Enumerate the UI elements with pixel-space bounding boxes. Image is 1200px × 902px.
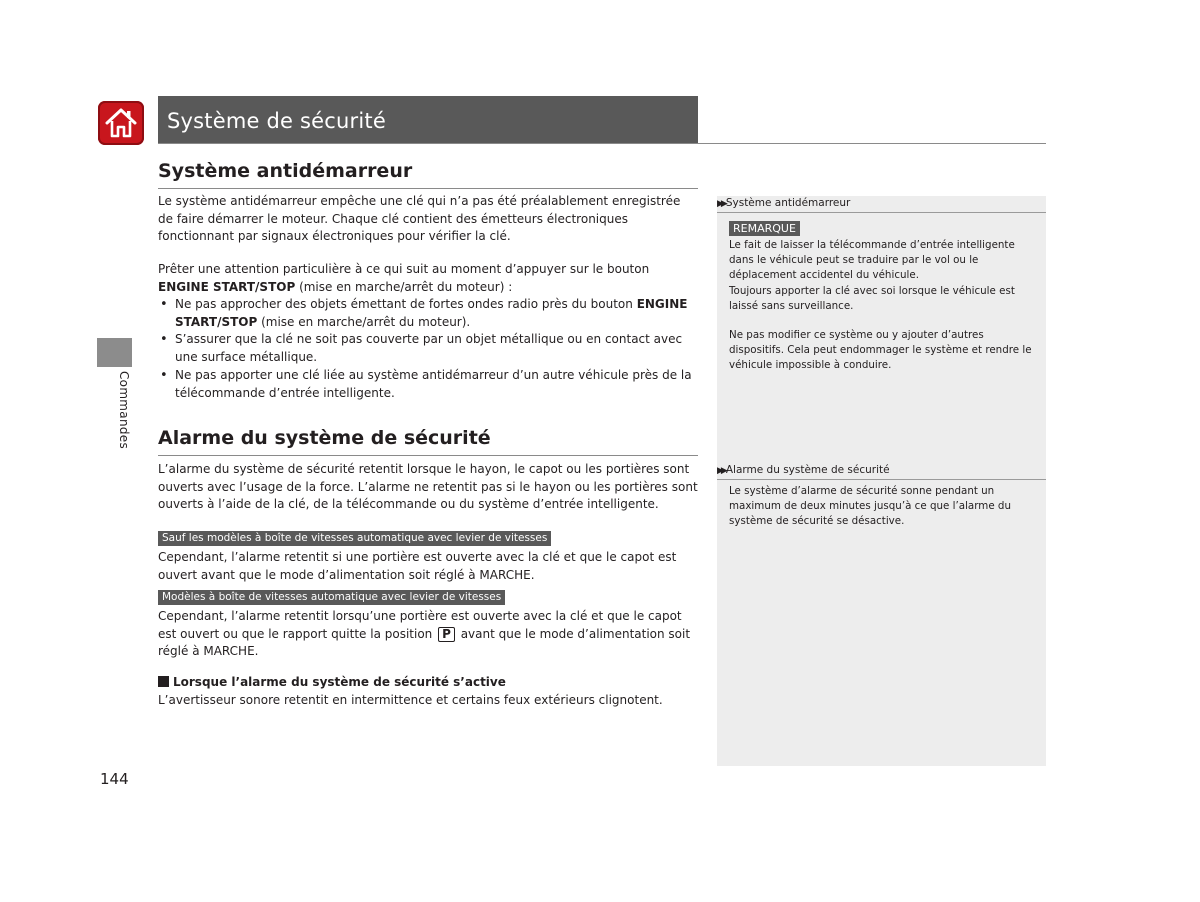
bullet1-bold: ENGINE START/STOP: [175, 297, 688, 329]
alarm-active-text: L’avertisseur sonore retentit en intermittence et certains feux extérieurs clignotent.: [158, 693, 663, 707]
double-arrow-icon: ▶▶: [717, 199, 725, 209]
sidebar-note1-text2: Toujours apporter la clé avec soi lorsque le véhicule est laissé sans surveillance.: [729, 285, 1015, 313]
title-rule: [158, 143, 1046, 144]
chapter-tab-label: Commandes: [117, 371, 131, 450]
sidebar-rule: [717, 212, 1046, 213]
alarm-note-2-post: avant que le mode d’alimentation soit réglé à MARCHE.: [158, 626, 691, 659]
sidebar-heading-alarm-text: Alarme du système de sécurité: [725, 464, 890, 476]
sidebar-note1-text3: Ne pas modifier ce système ou y ajouter d’autres dispositifs. Cela peut endommager le système et rendre le véhicule impossible à conduire.: [729, 329, 1032, 372]
model-tag-non-automatic: Sauf les modèles à boîte de vitesses automatique avec levier de vitesses: [158, 531, 551, 546]
immobilizer-bullets: [158, 296, 698, 402]
model-tag-automatic: Modèles à boîte de vitesses automatique avec levier de vitesses: [158, 590, 505, 605]
attention-text-pre: Prêter une attention particulière à ce qui suit au moment d’appuyer sur le bouton: [158, 262, 650, 276]
section-rule: [158, 455, 698, 456]
alarm-note-1: Cependant, l’alarme retentit si une portière est ouverte avec la clé et que le capot est ouvert avant que le mode d’alimentation soit réglé à MARCHE.: [158, 550, 677, 582]
square-bullet-icon: [158, 676, 169, 687]
alarm-subheading: [158, 674, 698, 692]
sidebar-heading-immobilizer: [717, 198, 850, 209]
page-number: 144: [100, 770, 129, 788]
home-icon: [103, 105, 139, 141]
list-item: [158, 296, 698, 331]
remarque-badge: REMARQUE: [729, 221, 800, 236]
page-title: Système de sécurité: [167, 109, 386, 133]
alarm-subheading-text: Lorsque l’alarme du système de sécurité s’active: [173, 675, 506, 689]
section-heading-alarm: Alarme du système de sécurité: [158, 427, 491, 449]
list-item: • S’assurer que la clé ne soit pas couverte par un objet métallique ou en contact avec une surface métallique.: [158, 331, 698, 366]
bullet1-post: (mise en marche/arrêt du moteur).: [257, 314, 471, 329]
sidebar-heading-immobilizer-text: Système antidémarreur: [725, 197, 851, 209]
immobilizer-intro: Le système antidémarreur empêche une clé qui n’a pas été préalablement enregistrée de faire démarrer le moteur. Chaque clé contient des émetteurs électroniques fonctionnant par signaux électroniques pour vérifier la clé.: [158, 194, 681, 244]
chapter-tab[interactable]: [97, 338, 132, 367]
double-arrow-icon: ▶▶: [717, 466, 725, 476]
attention-text-post: (mise en marche/arrêt du moteur) :: [295, 279, 513, 294]
alarm-intro: L’alarme du système de sécurité retentit lorsque le hayon, le capot ou les portières sont ouverts avec l’usage de la force. L’alarme ne retentit pas si le hayon ou les portières sont ouverts à l’aide de la clé, de la télécommande ou du système d’entrée intelligente.: [158, 462, 698, 512]
alarm-note-2: [158, 608, 698, 661]
sidebar-heading-alarm: [717, 465, 890, 476]
sidebar-note1-text1: Le fait de laisser la télécommande d’entrée intelligente dans le véhicule peut se traduire par le vol ou le déplacement accidentel du véhicule.: [729, 239, 1015, 282]
sidebar-note2-text: Le système d’alarme de sécurité sonne pendant un maximum de deux minutes jusqu’à ce que l’alarme du système de sécurité se désactive.: [729, 485, 1011, 528]
section-heading-immobilizer: Système antidémarreur: [158, 160, 413, 182]
section-rule: [158, 188, 698, 189]
immobilizer-attention: [158, 261, 698, 296]
sidebar-rule: [717, 479, 1046, 480]
park-position-icon: P: [438, 627, 455, 642]
alarm-note-2-pre: Cependant, l’alarme retentit lorsqu’une portière est ouverte avec la clé et que le capot est ouvert ou que le rapport quitte la position: [158, 609, 682, 641]
list-item: • Ne pas apporter une clé liée au système antidémarreur d’un autre véhicule près de la télécommande d’entrée intelligente.: [158, 367, 698, 402]
bullet1-pre: Ne pas approcher des objets émettant de fortes ondes radio près du bouton: [175, 297, 637, 311]
home-button[interactable]: [98, 101, 144, 145]
engine-start-stop-label: ENGINE START/STOP: [158, 279, 296, 294]
